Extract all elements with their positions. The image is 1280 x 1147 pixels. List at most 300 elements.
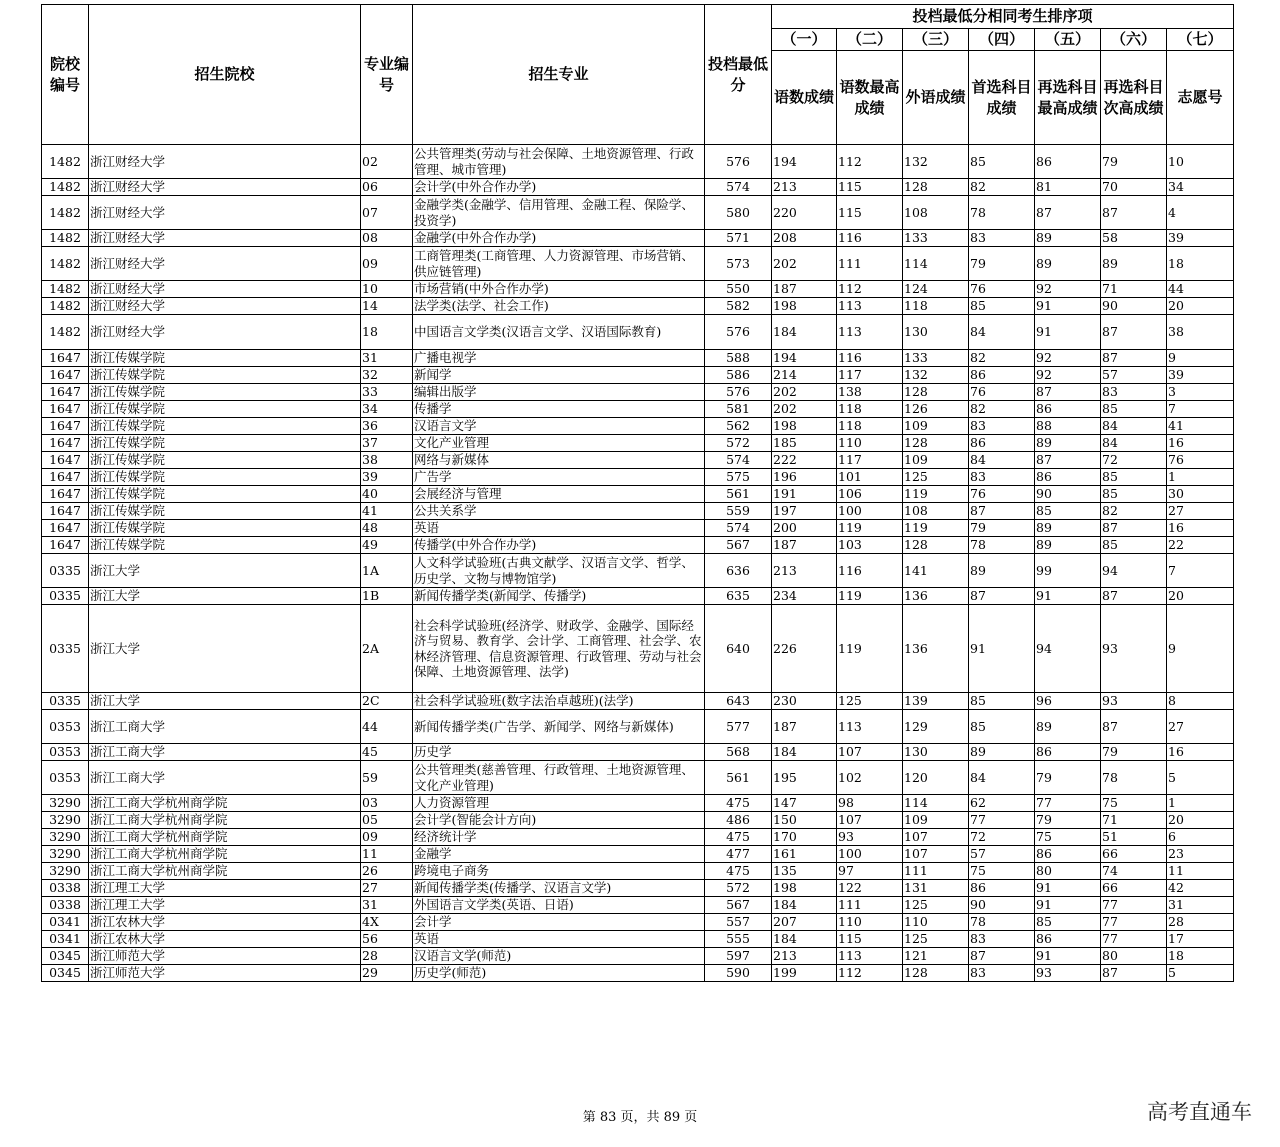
table-row <box>42 897 1234 914</box>
cell-rank-value: 18 <box>1167 948 1234 965</box>
cell-school: 浙江工商大学 <box>89 744 361 761</box>
cell-major: 金融学 <box>413 846 705 863</box>
cell-min-score: 561 <box>705 486 772 503</box>
cell-min-score: 572 <box>705 435 772 452</box>
cell-rank-value: 130 <box>903 744 969 761</box>
cell-school: 浙江财经大学 <box>89 179 361 196</box>
cell-rank-value: 161 <box>772 846 837 863</box>
cell-school-code: 1482 <box>42 196 89 230</box>
cell-rank-value: 71 <box>1101 281 1167 298</box>
cell-rank-value: 130 <box>903 315 969 350</box>
cell-school-code: 0353 <box>42 710 89 744</box>
cell-rank-value: 1 <box>1167 469 1234 486</box>
cell-major: 工商管理类(工商管理、人力资源管理、市场营销、供应链管理) <box>413 247 705 281</box>
cell-rank-value: 114 <box>903 795 969 812</box>
header-major: 招生专业 <box>413 5 705 145</box>
cell-major: 汉语言文学(师范) <box>413 948 705 965</box>
cell-min-score: 575 <box>705 469 772 486</box>
cell-rank-value: 119 <box>837 605 903 693</box>
cell-rank-value: 87 <box>1035 196 1101 230</box>
cell-rank-value: 110 <box>837 914 903 931</box>
cell-rank-value: 202 <box>772 401 837 418</box>
cell-rank-value: 23 <box>1167 846 1234 863</box>
header-rank-name: 再选科目次高成绩 <box>1101 51 1167 145</box>
cell-rank-value: 119 <box>903 520 969 537</box>
cell-rank-value: 91 <box>1035 315 1101 350</box>
page-footer: 第 83 页，共 89 页 <box>582 1110 698 1125</box>
cell-rank-value: 58 <box>1101 230 1167 247</box>
table-header <box>42 5 1234 145</box>
cell-rank-value: 115 <box>837 196 903 230</box>
cell-major-code: 37 <box>361 435 413 452</box>
cell-rank-value: 125 <box>903 897 969 914</box>
cell-school: 浙江工商大学杭州商学院 <box>89 829 361 846</box>
cell-rank-value: 82 <box>969 350 1035 367</box>
cell-rank-value: 124 <box>903 281 969 298</box>
cell-rank-value: 11 <box>1167 863 1234 880</box>
cell-min-score: 486 <box>705 812 772 829</box>
cell-major-code: 29 <box>361 965 413 982</box>
cell-school: 浙江财经大学 <box>89 281 361 298</box>
cell-rank-value: 187 <box>772 537 837 554</box>
table-row <box>42 281 1234 298</box>
cell-rank-value: 125 <box>837 693 903 710</box>
table-row <box>42 179 1234 196</box>
cell-rank-value: 184 <box>772 897 837 914</box>
cell-rank-value: 82 <box>969 401 1035 418</box>
cell-rank-value: 87 <box>1035 452 1101 469</box>
cell-rank-value: 119 <box>903 486 969 503</box>
cell-rank-value: 38 <box>1167 315 1234 350</box>
cell-school: 浙江传媒学院 <box>89 435 361 452</box>
cell-rank-value: 136 <box>903 605 969 693</box>
cell-rank-value: 71 <box>1101 812 1167 829</box>
cell-rank-value: 76 <box>969 384 1035 401</box>
cell-school-code: 0335 <box>42 554 89 588</box>
cell-school: 浙江农林大学 <box>89 931 361 948</box>
cell-rank-value: 57 <box>969 846 1035 863</box>
cell-school: 浙江财经大学 <box>89 196 361 230</box>
cell-rank-value: 89 <box>1035 247 1101 281</box>
cell-rank-value: 113 <box>837 298 903 315</box>
cell-major-code: 40 <box>361 486 413 503</box>
cell-school-code: 3290 <box>42 829 89 846</box>
cell-rank-value: 85 <box>969 710 1035 744</box>
cell-rank-value: 85 <box>969 145 1035 179</box>
cell-school: 浙江传媒学院 <box>89 384 361 401</box>
cell-rank-value: 79 <box>1035 812 1101 829</box>
cell-rank-value: 106 <box>837 486 903 503</box>
cell-rank-value: 113 <box>837 710 903 744</box>
table-row <box>42 537 1234 554</box>
cell-school-code: 1482 <box>42 145 89 179</box>
table-row <box>42 418 1234 435</box>
cell-school-code: 0353 <box>42 744 89 761</box>
cell-rank-value: 84 <box>969 315 1035 350</box>
cell-rank-value: 22 <box>1167 537 1234 554</box>
cell-rank-value: 5 <box>1167 761 1234 795</box>
table-row <box>42 795 1234 812</box>
cell-major-code: 36 <box>361 418 413 435</box>
table-row <box>42 588 1234 605</box>
cell-rank-value: 131 <box>903 880 969 897</box>
table-row <box>42 710 1234 744</box>
cell-school: 浙江传媒学院 <box>89 503 361 520</box>
cell-major-code: 09 <box>361 247 413 281</box>
cell-rank-value: 78 <box>969 914 1035 931</box>
cell-rank-value: 20 <box>1167 298 1234 315</box>
cell-rank-value: 87 <box>1101 710 1167 744</box>
cell-rank-value: 116 <box>837 230 903 247</box>
cell-school: 浙江工商大学杭州商学院 <box>89 846 361 863</box>
cell-rank-value: 85 <box>969 298 1035 315</box>
cell-major: 英语 <box>413 931 705 948</box>
cell-rank-value: 118 <box>903 298 969 315</box>
cell-rank-value: 10 <box>1167 145 1234 179</box>
cell-rank-value: 3 <box>1167 384 1234 401</box>
cell-rank-value: 118 <box>837 418 903 435</box>
cell-rank-value: 20 <box>1167 812 1234 829</box>
cell-school-code: 1482 <box>42 281 89 298</box>
cell-major-code: 07 <box>361 196 413 230</box>
cell-rank-value: 85 <box>969 693 1035 710</box>
cell-major-code: 4X <box>361 914 413 931</box>
cell-rank-value: 9 <box>1167 605 1234 693</box>
cell-rank-value: 111 <box>837 897 903 914</box>
cell-school-code: 0335 <box>42 588 89 605</box>
cell-min-score: 582 <box>705 298 772 315</box>
cell-school: 浙江大学 <box>89 554 361 588</box>
cell-rank-value: 77 <box>1101 897 1167 914</box>
cell-rank-value: 1 <box>1167 795 1234 812</box>
cell-school: 浙江大学 <box>89 605 361 693</box>
cell-rank-value: 118 <box>837 401 903 418</box>
cell-rank-value: 109 <box>903 452 969 469</box>
cell-major-code: 03 <box>361 795 413 812</box>
cell-school-code: 0338 <box>42 880 89 897</box>
cell-rank-value: 90 <box>1101 298 1167 315</box>
cell-rank-value: 87 <box>1101 196 1167 230</box>
header-rank-number: （七） <box>1167 29 1234 51</box>
cell-rank-value: 112 <box>837 145 903 179</box>
cell-major: 会展经济与管理 <box>413 486 705 503</box>
cell-rank-value: 79 <box>969 247 1035 281</box>
cell-major: 人文科学试验班(古典文献学、汉语言文学、哲学、历史学、文物与博物馆学) <box>413 554 705 588</box>
table-row <box>42 367 1234 384</box>
cell-rank-value: 86 <box>1035 145 1101 179</box>
cell-rank-value: 89 <box>1101 247 1167 281</box>
cell-major: 社会科学试验班(经济学、财政学、金融学、国际经济与贸易、教育学、会计学、工商管理、社会学、农林经济管理、信息资源管理、行政管理、劳动与社会保障、土地资源管理、法学) <box>413 605 705 693</box>
cell-rank-value: 93 <box>1035 965 1101 982</box>
cell-major-code: 41 <box>361 503 413 520</box>
cell-rank-value: 91 <box>1035 948 1101 965</box>
cell-major-code: 09 <box>361 829 413 846</box>
table-row <box>42 196 1234 230</box>
cell-min-score: 568 <box>705 744 772 761</box>
cell-rank-value: 226 <box>772 605 837 693</box>
table-row <box>42 812 1234 829</box>
cell-rank-value: 91 <box>1035 298 1101 315</box>
cell-rank-value: 100 <box>837 503 903 520</box>
cell-major-code: 48 <box>361 520 413 537</box>
cell-school: 浙江师范大学 <box>89 948 361 965</box>
cell-rank-value: 102 <box>837 761 903 795</box>
cell-rank-value: 7 <box>1167 554 1234 588</box>
cell-rank-value: 83 <box>1101 384 1167 401</box>
cell-rank-value: 86 <box>969 880 1035 897</box>
cell-rank-value: 79 <box>969 520 1035 537</box>
header-rank-name: 语数成绩 <box>772 51 837 145</box>
cell-school: 浙江传媒学院 <box>89 367 361 384</box>
cell-school-code: 3290 <box>42 846 89 863</box>
cell-min-score: 475 <box>705 863 772 880</box>
cell-major: 人力资源管理 <box>413 795 705 812</box>
table-row <box>42 863 1234 880</box>
header-rank-number: （三） <box>903 29 969 51</box>
cell-rank-value: 8 <box>1167 693 1234 710</box>
cell-rank-value: 82 <box>969 179 1035 196</box>
cell-school: 浙江农林大学 <box>89 914 361 931</box>
cell-rank-value: 119 <box>837 520 903 537</box>
cell-school: 浙江理工大学 <box>89 897 361 914</box>
cell-rank-value: 120 <box>903 761 969 795</box>
cell-rank-value: 89 <box>969 744 1035 761</box>
cell-school: 浙江传媒学院 <box>89 418 361 435</box>
cell-major-code: 28 <box>361 948 413 965</box>
cell-major: 新闻传播学类(新闻学、传播学) <box>413 588 705 605</box>
cell-rank-value: 110 <box>837 435 903 452</box>
cell-rank-value: 28 <box>1167 914 1234 931</box>
cell-major: 公共管理类(劳动与社会保障、土地资源管理、行政管理、城市管理) <box>413 145 705 179</box>
cell-rank-value: 107 <box>837 744 903 761</box>
cell-rank-value: 213 <box>772 554 837 588</box>
cell-rank-value: 87 <box>1101 315 1167 350</box>
cell-school-code: 1647 <box>42 384 89 401</box>
cell-rank-value: 213 <box>772 948 837 965</box>
cell-rank-value: 93 <box>837 829 903 846</box>
cell-major-code: 1B <box>361 588 413 605</box>
cell-rank-value: 87 <box>1101 965 1167 982</box>
cell-rank-value: 66 <box>1101 846 1167 863</box>
cell-school: 浙江工商大学 <box>89 710 361 744</box>
cell-rank-value: 208 <box>772 230 837 247</box>
cell-rank-value: 82 <box>1101 503 1167 520</box>
cell-rank-value: 113 <box>837 315 903 350</box>
cell-rank-value: 87 <box>1101 588 1167 605</box>
cell-rank-value: 101 <box>837 469 903 486</box>
cell-min-score: 571 <box>705 230 772 247</box>
cell-rank-value: 202 <box>772 384 837 401</box>
cell-school: 浙江财经大学 <box>89 315 361 350</box>
cell-rank-value: 75 <box>1101 795 1167 812</box>
cell-rank-value: 87 <box>969 503 1035 520</box>
table-row <box>42 384 1234 401</box>
cell-min-score: 567 <box>705 537 772 554</box>
cell-major-code: 31 <box>361 350 413 367</box>
cell-rank-value: 84 <box>969 761 1035 795</box>
cell-rank-value: 78 <box>969 196 1035 230</box>
cell-rank-value: 111 <box>837 247 903 281</box>
cell-rank-value: 27 <box>1167 710 1234 744</box>
cell-school: 浙江传媒学院 <box>89 537 361 554</box>
cell-min-score: 597 <box>705 948 772 965</box>
cell-rank-value: 76 <box>1167 452 1234 469</box>
cell-school-code: 1647 <box>42 469 89 486</box>
header-school: 招生院校 <box>89 5 361 145</box>
table-row <box>42 350 1234 367</box>
cell-rank-value: 78 <box>1101 761 1167 795</box>
cell-major: 公共关系学 <box>413 503 705 520</box>
cell-rank-value: 83 <box>969 230 1035 247</box>
cell-rank-value: 18 <box>1167 247 1234 281</box>
cell-major-code: 2A <box>361 605 413 693</box>
cell-rank-value: 125 <box>903 931 969 948</box>
cell-rank-value: 196 <box>772 469 837 486</box>
table-row <box>42 247 1234 281</box>
cell-school-code: 0335 <box>42 605 89 693</box>
cell-rank-value: 44 <box>1167 281 1234 298</box>
cell-rank-value: 194 <box>772 350 837 367</box>
cell-rank-value: 20 <box>1167 588 1234 605</box>
cell-rank-value: 109 <box>903 812 969 829</box>
cell-major: 法学类(法学、社会工作) <box>413 298 705 315</box>
cell-rank-value: 107 <box>837 812 903 829</box>
cell-rank-value: 34 <box>1167 179 1234 196</box>
cell-rank-value: 86 <box>1035 931 1101 948</box>
cell-rank-value: 87 <box>969 948 1035 965</box>
cell-min-score: 475 <box>705 795 772 812</box>
cell-rank-value: 83 <box>969 469 1035 486</box>
cell-major-code: 18 <box>361 315 413 350</box>
cell-rank-value: 194 <box>772 145 837 179</box>
cell-rank-value: 126 <box>903 401 969 418</box>
cell-rank-value: 79 <box>1101 145 1167 179</box>
cell-rank-value: 6 <box>1167 829 1234 846</box>
cell-rank-value: 81 <box>1035 179 1101 196</box>
cell-school-code: 1482 <box>42 315 89 350</box>
cell-major: 会计学(中外合作办学) <box>413 179 705 196</box>
table-row <box>42 948 1234 965</box>
cell-rank-value: 86 <box>1035 846 1101 863</box>
cell-rank-value: 86 <box>969 435 1035 452</box>
cell-rank-value: 128 <box>903 537 969 554</box>
cell-major: 中国语言文学类(汉语言文学、汉语国际教育) <box>413 315 705 350</box>
header-rank-name: 语数最高成绩 <box>837 51 903 145</box>
cell-min-score: 640 <box>705 605 772 693</box>
cell-rank-value: 98 <box>837 795 903 812</box>
cell-rank-value: 51 <box>1101 829 1167 846</box>
cell-major: 社会科学试验班(数字法治卓越班)(法学) <box>413 693 705 710</box>
cell-rank-value: 198 <box>772 298 837 315</box>
table-row <box>42 435 1234 452</box>
cell-rank-value: 108 <box>903 196 969 230</box>
cell-rank-value: 91 <box>969 605 1035 693</box>
cell-school-code: 1482 <box>42 179 89 196</box>
cell-school-code: 1482 <box>42 298 89 315</box>
cell-rank-value: 75 <box>1035 829 1101 846</box>
cell-rank-value: 132 <box>903 367 969 384</box>
cell-rank-value: 214 <box>772 367 837 384</box>
cell-school: 浙江财经大学 <box>89 230 361 247</box>
header-rank-number: （五） <box>1035 29 1101 51</box>
table-row <box>42 554 1234 588</box>
cell-rank-value: 85 <box>1035 503 1101 520</box>
cell-major: 会计学(智能会计方向) <box>413 812 705 829</box>
cell-rank-value: 150 <box>772 812 837 829</box>
cell-min-score: 561 <box>705 761 772 795</box>
cell-rank-value: 41 <box>1167 418 1234 435</box>
cell-rank-value: 91 <box>1035 588 1101 605</box>
cell-school: 浙江工商大学杭州商学院 <box>89 812 361 829</box>
cell-school: 浙江工商大学杭州商学院 <box>89 863 361 880</box>
cell-rank-value: 199 <box>772 965 837 982</box>
cell-major-code: 39 <box>361 469 413 486</box>
cell-rank-value: 132 <box>903 145 969 179</box>
cell-rank-value: 184 <box>772 744 837 761</box>
cell-min-score: 586 <box>705 367 772 384</box>
table-row <box>42 469 1234 486</box>
cell-school-code: 1647 <box>42 435 89 452</box>
cell-major-code: 45 <box>361 744 413 761</box>
cell-rank-value: 113 <box>837 948 903 965</box>
cell-rank-value: 4 <box>1167 196 1234 230</box>
cell-major: 传播学 <box>413 401 705 418</box>
cell-major-code: 10 <box>361 281 413 298</box>
cell-min-score: 574 <box>705 452 772 469</box>
cell-major: 金融学(中外合作办学) <box>413 230 705 247</box>
cell-major-code: 38 <box>361 452 413 469</box>
cell-school: 浙江传媒学院 <box>89 452 361 469</box>
cell-major: 汉语言文学 <box>413 418 705 435</box>
cell-rank-value: 86 <box>969 367 1035 384</box>
cell-major-code: 11 <box>361 846 413 863</box>
cell-min-score: 576 <box>705 384 772 401</box>
cell-rank-value: 78 <box>969 537 1035 554</box>
cell-major-code: 14 <box>361 298 413 315</box>
cell-rank-value: 112 <box>837 281 903 298</box>
cell-rank-value: 128 <box>903 435 969 452</box>
cell-rank-value: 117 <box>837 452 903 469</box>
header-rank-name: 再选科目最高成绩 <box>1035 51 1101 145</box>
table-row <box>42 520 1234 537</box>
cell-rank-value: 7 <box>1167 401 1234 418</box>
cell-major-code: 56 <box>361 931 413 948</box>
table-body <box>42 145 1234 982</box>
cell-rank-value: 85 <box>1101 486 1167 503</box>
table-row <box>42 693 1234 710</box>
header-min-score: 投档最低分 <box>705 5 772 145</box>
admission-score-table <box>41 4 1234 982</box>
cell-rank-value: 27 <box>1167 503 1234 520</box>
cell-rank-value: 135 <box>772 863 837 880</box>
cell-rank-value: 184 <box>772 931 837 948</box>
cell-major-code: 33 <box>361 384 413 401</box>
cell-rank-value: 185 <box>772 435 837 452</box>
header-rank-number: （一） <box>772 29 837 51</box>
cell-school: 浙江财经大学 <box>89 145 361 179</box>
cell-major: 金融学类(金融学、信用管理、金融工程、保险学、投资学) <box>413 196 705 230</box>
cell-rank-value: 112 <box>837 965 903 982</box>
cell-major-code: 2C <box>361 693 413 710</box>
watermark: 高考直通车 <box>1147 1100 1252 1124</box>
cell-school-code: 1647 <box>42 401 89 418</box>
cell-school: 浙江传媒学院 <box>89 401 361 418</box>
cell-school-code: 0345 <box>42 965 89 982</box>
cell-min-score: 576 <box>705 315 772 350</box>
cell-min-score: 477 <box>705 846 772 863</box>
cell-rank-value: 85 <box>1101 537 1167 554</box>
cell-rank-value: 198 <box>772 880 837 897</box>
